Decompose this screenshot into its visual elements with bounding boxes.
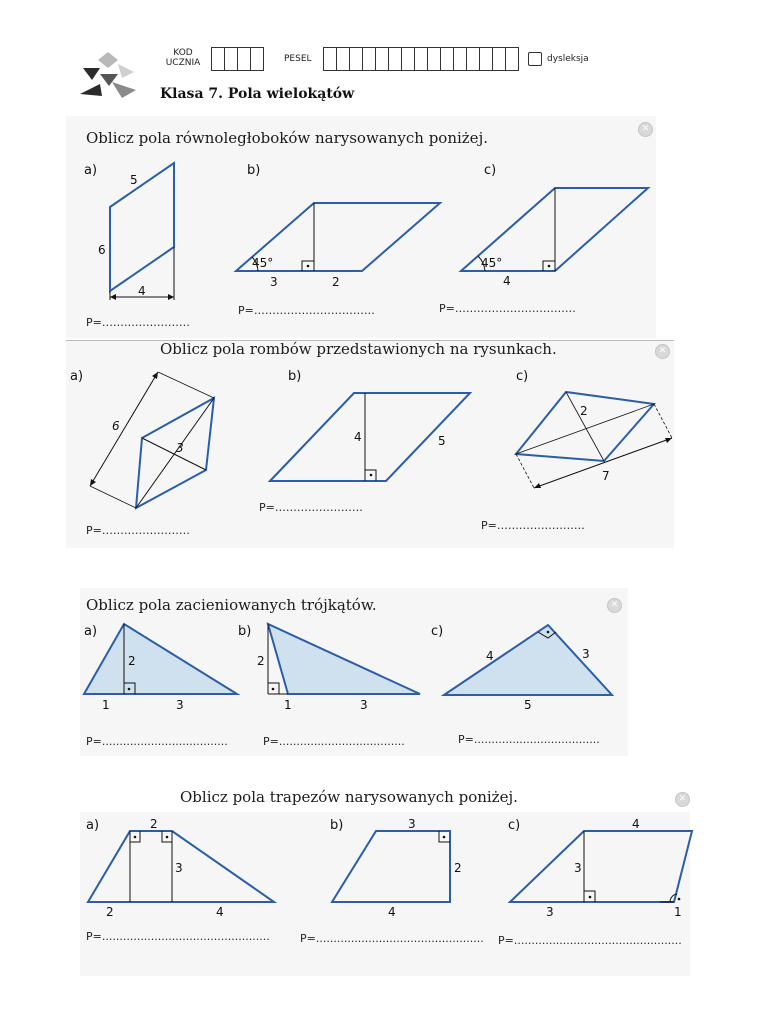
- base-label: 4: [138, 284, 146, 298]
- dysleksja-checkbox[interactable]: [528, 52, 542, 66]
- rhombus-c: [506, 384, 676, 494]
- answer-field[interactable]: P=……………………: [259, 501, 363, 514]
- answer-field[interactable]: P=……………………: [481, 519, 585, 532]
- leg-label: 4: [486, 649, 494, 663]
- height-label: 3: [574, 861, 582, 875]
- dysleksja-label: dysleksja: [547, 54, 589, 64]
- answer-field[interactable]: P=……………………………: [439, 302, 576, 315]
- top-label: 2: [150, 817, 158, 831]
- kod-boxes[interactable]: [211, 47, 264, 71]
- diagonal-label: 3: [176, 441, 184, 455]
- kod-label: [160, 48, 206, 68]
- item-letter: a): [84, 624, 98, 639]
- close-icon[interactable]: ✕: [607, 598, 622, 613]
- close-icon[interactable]: ✕: [655, 344, 670, 359]
- side-label: 5: [130, 173, 138, 187]
- angle-label: 45°: [252, 256, 274, 270]
- trapezoid-c: [506, 815, 696, 920]
- pesel-label: PESEL: [284, 54, 312, 64]
- height-label: 2: [454, 861, 462, 875]
- segment-label: 1: [674, 905, 682, 919]
- trapezoid-a: [84, 815, 284, 920]
- segment-label: 3: [176, 698, 184, 712]
- item-letter: c): [508, 818, 521, 833]
- segment-label: 3: [546, 905, 554, 919]
- segment-label: 3: [360, 698, 368, 712]
- angle-label: 45°: [481, 256, 503, 270]
- item-letter: b): [238, 624, 252, 639]
- close-icon[interactable]: ✕: [675, 792, 690, 807]
- section-heading: Oblicz pola rombów przedstawionych na rysunkach.: [160, 340, 557, 358]
- diagonal-label: 7: [602, 469, 610, 483]
- kod-label-line1: KOD: [173, 48, 193, 58]
- answer-field[interactable]: P=................................................: [498, 934, 682, 947]
- parallelogram-c: [455, 180, 655, 290]
- rhombus-a: [80, 360, 230, 520]
- item-letter: b): [247, 163, 261, 178]
- answer-field[interactable]: P=................................................: [300, 932, 484, 945]
- triangle-a: [80, 618, 245, 713]
- rhombus-b: [264, 388, 479, 488]
- segment-label: 3: [270, 275, 278, 289]
- segment-label: 4: [216, 905, 224, 919]
- section-heading: Oblicz pola równoległoboków narysowanych poniżej.: [86, 129, 488, 147]
- answer-field[interactable]: P=....................................: [263, 735, 405, 748]
- side-label: 6: [98, 243, 106, 257]
- item-letter: b): [330, 818, 344, 833]
- segment-label: 2: [332, 275, 340, 289]
- trapezoid-b: [328, 815, 468, 920]
- height-label: 3: [175, 861, 183, 875]
- item-letter: c): [484, 163, 497, 178]
- answer-field[interactable]: P=....................................: [458, 733, 600, 746]
- segment-label: 1: [102, 698, 110, 712]
- kod-label-line2: UCZNIA: [165, 58, 201, 68]
- section-heading: Oblicz pola zacieniowanych trójkątów.: [86, 596, 377, 614]
- answer-field[interactable]: P=……………………: [86, 524, 190, 537]
- segment-label: 2: [106, 905, 114, 919]
- item-letter: a): [70, 369, 84, 384]
- item-letter: c): [516, 369, 529, 384]
- item-letter: a): [86, 818, 100, 833]
- answer-field[interactable]: P=....................................: [86, 735, 228, 748]
- answer-field[interactable]: P=……………………: [86, 316, 190, 329]
- answer-field[interactable]: P=................................................: [86, 930, 270, 943]
- item-letter: c): [431, 624, 444, 639]
- triangle-b: [250, 618, 430, 713]
- parallelogram-a: [80, 150, 200, 310]
- diagonal-label: 2: [580, 404, 588, 418]
- base-label: 4: [388, 905, 396, 919]
- item-letter: a): [84, 163, 98, 178]
- top-label: 3: [408, 817, 416, 831]
- base-label: 4: [503, 274, 511, 288]
- section-heading: Oblicz pola trapezów narysowanych poniżej.: [180, 788, 518, 806]
- hypotenuse-label: 5: [524, 698, 532, 712]
- answer-field[interactable]: P=……………………………: [238, 304, 375, 317]
- close-icon[interactable]: ✕: [638, 122, 653, 137]
- diagonal-label: 6: [112, 419, 120, 433]
- item-letter: b): [288, 369, 302, 384]
- height-label: 2: [128, 654, 136, 668]
- parallelogram-b: [230, 195, 450, 295]
- top-label: 4: [632, 817, 640, 831]
- pesel-boxes[interactable]: [323, 47, 519, 71]
- triangle-c: [440, 618, 620, 713]
- page-title: Klasa 7. Pola wielokątów: [160, 86, 355, 102]
- height-label: 2: [257, 654, 265, 668]
- segment-label: 1: [284, 698, 292, 712]
- leg-label: 3: [582, 647, 590, 661]
- logo: [78, 50, 140, 100]
- side-label: 5: [438, 434, 446, 448]
- height-label: 4: [354, 430, 362, 444]
